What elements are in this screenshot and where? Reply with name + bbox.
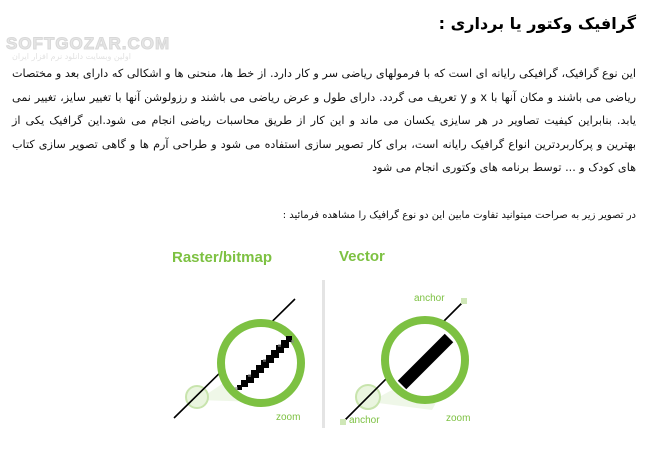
watermark-logo: SOFTGOZAR.COM: [6, 34, 171, 53]
comparison-illustration: [150, 240, 510, 440]
vector-anchor-bottom-label: anchor: [349, 415, 380, 426]
divider: [322, 280, 325, 428]
vector-title: Vector: [339, 248, 385, 265]
raster-vs-vector-figure: [150, 240, 510, 440]
vector-illustration: [340, 298, 467, 425]
article-paragraph: این نوع گرافیک، گرافیکی رایانه ای است که با فرمولهای ریاضی سر و کار دارد. از خط ها، منحنی ها و اشکالی که دارای بعد و مختصات ریاضی می باشند و مکان آنها با x و y تعریف می گردد. دارای طول و عرض ریاضی می باشند و رزولوشن آنها با تغییر سایز، تغییر نمی یابد. بنابراین کیفیت تصاویر در هر سایزی یکسان می ماند و این کار از طریق محاسبات ریاضی انجام می شود.این گرافیک یکی از بهترین و پرکاربردترین انواع گرافیک رایانه است، برای کار تصویر سازی استفاده می شود و طراحی آرم ها و گاهی تصویر سازی کتاب های کودک و ... توسط برنامه های وکتوری انجام می شود: [12, 67, 636, 174]
article-title: گرافیک وکتور یا برداری :: [438, 14, 636, 33]
raster-zoom-label: zoom: [276, 412, 301, 423]
anchor-point-bottom: [340, 419, 346, 425]
watermark-subtext: اولین وبسایت دانلود نرم افزار ایران: [12, 52, 131, 61]
figure-intro-text: در تصویر زیر به صراحت میتوانید تفاوت مابین این دو نوع گرافیک را مشاهده فرمائید :: [282, 210, 636, 221]
anchor-point-top: [461, 298, 467, 304]
vector-anchor-top-label: anchor: [414, 293, 445, 304]
vector-zoom-label: zoom: [446, 413, 471, 424]
raster-title: Raster/bitmap: [172, 249, 273, 266]
raster-illustration: [174, 299, 301, 418]
